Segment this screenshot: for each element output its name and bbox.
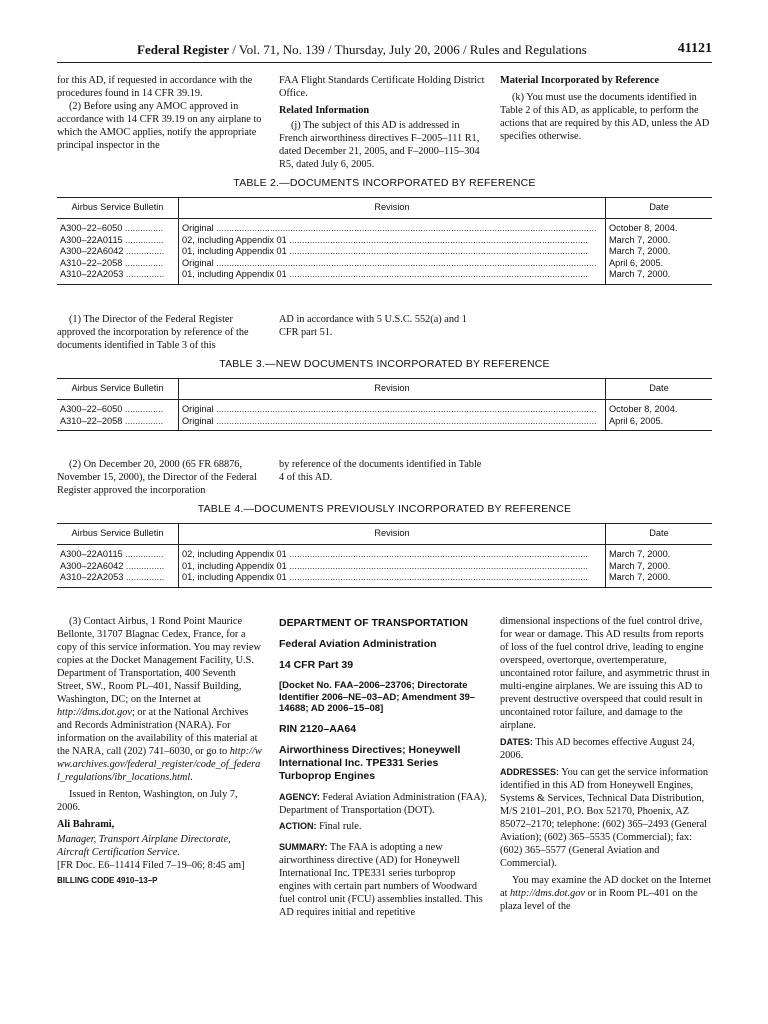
paragraph xyxy=(57,615,262,784)
paragraph: by reference of the documents identified in Table 4 of this AD. xyxy=(279,459,482,483)
paragraph: dimensional inspections of the fuel control drive, for wear or damage. This AD results from reports of loss of the fuel control drive, leading to engine overspeed, overtorque, overtemperature, uncontained rotor failure, and asymmetric thrust in multi-engine airplanes. We are issuing this AD to prevent destructive overspeed that could result in uncontained rotor failure, and damage to the airplane. xyxy=(500,616,710,731)
docket-heading: [Docket No. FAA–2006–23706; Directorate Identifier 2006–NE–03–AD; Amendment 39–14688; AD 2006–15–08] xyxy=(279,680,476,714)
revision-cell: 01, including Appendix 01 xyxy=(182,246,287,256)
revision-cell: 02, including Appendix 01 xyxy=(182,234,287,245)
paragraph: for this AD, if requested in accordance with the procedures found in 14 CFR 39.19. xyxy=(57,75,253,99)
mid-text-2-left xyxy=(57,458,262,497)
addresses-paragraph xyxy=(500,766,712,870)
action-label: ACTION: xyxy=(279,820,317,831)
billing-code: BILLING CODE 4910–13–P xyxy=(57,876,158,885)
revision-cell: Original xyxy=(182,223,214,233)
cfr-heading: 14 CFR Part 39 xyxy=(279,659,354,671)
date-cell: March 7, 2000. xyxy=(606,246,713,258)
table-row: A300–22–6050 ............... Original ..................................................................................................................................................... October 8, 2004. xyxy=(57,219,712,235)
text-run: ; or at the National Archives and Records Administration (NARA). For information on the availability of this material at the NARA, call (202) 741–6030, or go to xyxy=(57,707,258,757)
date-cell: April 6, 2005. xyxy=(606,258,713,270)
bulletin-cell: A310–22A2053 xyxy=(60,572,124,582)
agency-label: AGENCY: xyxy=(279,791,320,802)
mid-text-1-left xyxy=(57,313,262,352)
dms-link[interactable]: http://dms.dot.gov xyxy=(510,888,585,899)
date-cell: March 7, 2000. xyxy=(606,269,713,284)
summary-label: SUMMARY: xyxy=(279,841,328,852)
paragraph xyxy=(500,874,712,913)
revision-cell: Original xyxy=(182,415,214,426)
mid-text-2-right xyxy=(279,458,485,484)
section-heading: Material Incorporated by Reference xyxy=(500,75,660,86)
paragraph: Issued in Renton, Washington, on July 7, 2006. xyxy=(57,789,238,813)
paragraph: (1) The Director of the Federal Register approved the incorporation by reference of the documents identified in Table 3 of this xyxy=(57,314,249,351)
text-run: You may examine the AD docket on the Internet at xyxy=(500,875,712,899)
header-citation xyxy=(137,42,587,58)
text-run: (3) Contact Airbus, 1 Rond Point Maurice Bellonte, 31707 Blagnac Cedex, France, for a copy of this service information. You may review copies at the Docket Management Facility, U.S. Department of Transportation, 400 Seventh Street, SW., Room PL–401, Nassif Building, Washington, DC; on the Internet at xyxy=(57,616,261,705)
table-3-title: TABLE 3.—NEW DOCUMENTS INCORPORATED BY REFERENCE xyxy=(219,358,550,370)
date-cell: April 6, 2005. xyxy=(606,416,713,431)
paragraph: (k) You must use the documents identified in Table 2 of this AD, as applicable, to perform the actions that are required by this AD, unless the AD specifies otherwise. xyxy=(500,92,710,142)
table-row: A300–22–6050 ............... Original ..................................................................................................................................................... October 8, 2004. xyxy=(57,400,712,416)
revision-cell: Original xyxy=(182,404,214,414)
fr-doc-line: [FR Doc. E6–11414 Filed 7–19–06; 8:45 am] xyxy=(57,860,245,871)
mid-text-1-right xyxy=(279,313,485,339)
date-cell: October 8, 2004. xyxy=(606,219,713,235)
date-cell: March 7, 2000. xyxy=(606,572,713,587)
table-row: A300–22A6042 ............... 01, including Appendix 01 ..................................................................................................................... March 7, 2000. xyxy=(57,561,712,573)
date-cell: October 8, 2004. xyxy=(606,400,713,416)
date-cell: March 7, 2000. xyxy=(606,545,713,561)
page-header xyxy=(57,40,712,63)
col-header-bulletin: Airbus Service Bulletin xyxy=(57,524,179,545)
col-header-bulletin: Airbus Service Bulletin xyxy=(57,198,179,219)
journal-name: Federal Register xyxy=(137,42,230,57)
revision-cell: 02, including Appendix 01 xyxy=(182,549,287,559)
summary-text: The FAA is adopting a new airworthiness directive (AD) for Honeywell International Inc. TPE331 series turboprop engines with certain part numbers of Woodward fuel control unit (FCU) assemblies installed. This AD requires initial and repetitive xyxy=(279,841,483,918)
bottom-column-3 xyxy=(500,615,712,913)
table-row: A310–22–2058 ............... Original ..................................................................................................................................................... April 6, 2005. xyxy=(57,258,712,270)
signer-title: Manager, Transport Airplane Directorate, Aircraft Certification Service. xyxy=(57,834,231,858)
text-run: or in Room PL–401 on the plaza level of the xyxy=(500,888,698,912)
table-row: A310–22–2058 ............... Original ..................................................................................................................................................... April 6, 2005. xyxy=(57,416,712,431)
bulletin-cell: A300–22A6042 xyxy=(60,560,124,571)
revision-cell: 01, including Appendix 01 xyxy=(182,572,287,582)
table-row: A300–22A0115 ............... 02, including Appendix 01 ..................................................................................................................... March 7, 2000. xyxy=(57,235,712,247)
dates-label: DATES: xyxy=(500,737,533,747)
signer-name: Ali Bahrami, xyxy=(57,819,115,830)
table-row: A310–22A2053 ............... 01, including Appendix 01 ..................................................................................................................... March 7, 2000. xyxy=(57,269,712,284)
dates-paragraph xyxy=(500,736,712,762)
action-text: Final rule. xyxy=(316,820,362,832)
bulletin-cell: A310–22–2058 xyxy=(60,415,123,426)
table-4 xyxy=(57,523,712,588)
bulletin-cell: A300–22A6042 xyxy=(60,246,124,256)
col-header-date: Date xyxy=(606,524,713,545)
date-cell: March 7, 2000. xyxy=(606,561,713,573)
paragraph: (2) On December 20, 2000 (65 FR 68876, November 15, 2000), the Director of the Federal Register approved the incorporation xyxy=(57,459,257,496)
bottom-column-2 xyxy=(279,617,487,919)
paragraph: AD in accordance with 5 U.S.C. 552(a) and 1 CFR part 51. xyxy=(279,314,467,338)
dms-link[interactable]: http://dms.dot.gov xyxy=(57,707,132,718)
agency-heading: Federal Aviation Administration xyxy=(279,638,437,650)
agency-text: Federal Aviation Administration (FAA), Department of Transportation (DOT). xyxy=(279,791,487,816)
bulletin-cell: A300–22A0115 xyxy=(60,549,123,559)
revision-cell: Original xyxy=(182,257,214,268)
revision-cell: 01, including Appendix 01 xyxy=(182,560,287,571)
col-header-date: Date xyxy=(606,198,713,219)
top-column-3 xyxy=(500,74,712,143)
text-run: . xyxy=(190,772,193,783)
bulletin-cell: A300–22–6050 xyxy=(60,223,123,233)
department-heading: DEPARTMENT OF TRANSPORTATION xyxy=(279,617,468,629)
agency-paragraph xyxy=(279,791,487,817)
table-row: A300–22A0115 ............... 02, including Appendix 01 ..................................................................................................................... March 7, 2000. xyxy=(57,545,712,561)
col-header-revision: Revision xyxy=(179,379,606,400)
section-heading: Related Information xyxy=(279,105,370,116)
col-header-revision: Revision xyxy=(179,524,606,545)
col-header-revision: Revision xyxy=(179,198,606,219)
table-row: A300–22A6042 ............... 01, including Appendix 01 ..................................................................................................................... March 7, 2000. xyxy=(57,246,712,258)
date-cell: March 7, 2000. xyxy=(606,235,713,247)
bulletin-cell: A300–22–6050 xyxy=(60,404,123,414)
table-3 xyxy=(57,378,712,431)
bottom-column-1 xyxy=(57,615,262,887)
summary-paragraph xyxy=(279,841,487,919)
paragraph: FAA Flight Standards Certificate Holding District Office. xyxy=(279,75,485,99)
col-header-bulletin: Airbus Service Bulletin xyxy=(57,379,179,400)
bulletin-cell: A300–22A0115 xyxy=(60,234,123,245)
table-2-title: TABLE 2.—DOCUMENTS INCORPORATED BY REFERENCE xyxy=(233,177,536,189)
archives-link[interactable]: http://www.archives.gov/federal_register/code_of_federal_regulations/ibr_locations.html xyxy=(57,746,262,783)
revision-cell: 01, including Appendix 01 xyxy=(182,269,287,279)
addresses-text: You can get the service information identified in this AD from Honeywell Engines, Systems & Services, Technical Data Distribution, M/S 2101–201, P.O. Box 52170, Phoenix, AZ 85072–2170; telephone: (602) 365–2493 (General Aviation); (602) 365–5535 (Commercial); fax: (602) 365–5577 (General Aviation and Commercial). xyxy=(500,767,708,869)
rin-heading: RIN 2120–AA64 xyxy=(279,722,357,735)
table-row: A310–22A2053 ............... 01, including Appendix 01 ..................................................................................................................... March 7, 2000. xyxy=(57,572,712,587)
header-info: / Vol. 71, No. 139 / Thursday, July 20, 2006 / Rules and Regulations xyxy=(229,42,587,57)
action-paragraph xyxy=(279,820,487,833)
top-column-2 xyxy=(279,74,485,171)
table-4-title: TABLE 4.—DOCUMENTS PREVIOUSLY INCORPORATED BY REFERENCE xyxy=(197,503,572,515)
subject-heading: Airworthiness Directives; Honeywell International Inc. TPE331 Series Turboprop Engines xyxy=(279,743,461,782)
paragraph: (j) The subject of this AD is addressed in French airworthiness directives F–2005–111 R1, dated December 21, 2005, and F–2000–115–304 R5, dated July 6, 2005. xyxy=(279,120,480,170)
addresses-label: ADDRESSES: xyxy=(500,767,560,777)
table-2 xyxy=(57,197,712,285)
top-column-1 xyxy=(57,74,262,152)
bulletin-cell: A310–22–2058 xyxy=(60,257,123,268)
bulletin-cell: A310–22A2053 xyxy=(60,269,124,279)
dates-text: This AD becomes effective August 24, 2006. xyxy=(500,737,695,761)
page-number: 41121 xyxy=(677,41,712,56)
col-header-date: Date xyxy=(606,379,713,400)
paragraph: (2) Before using any AMOC approved in accordance with 14 CFR 39.19 on any airplane to which the AMOC applies, notify the appropriate principal inspector in the xyxy=(57,101,262,151)
